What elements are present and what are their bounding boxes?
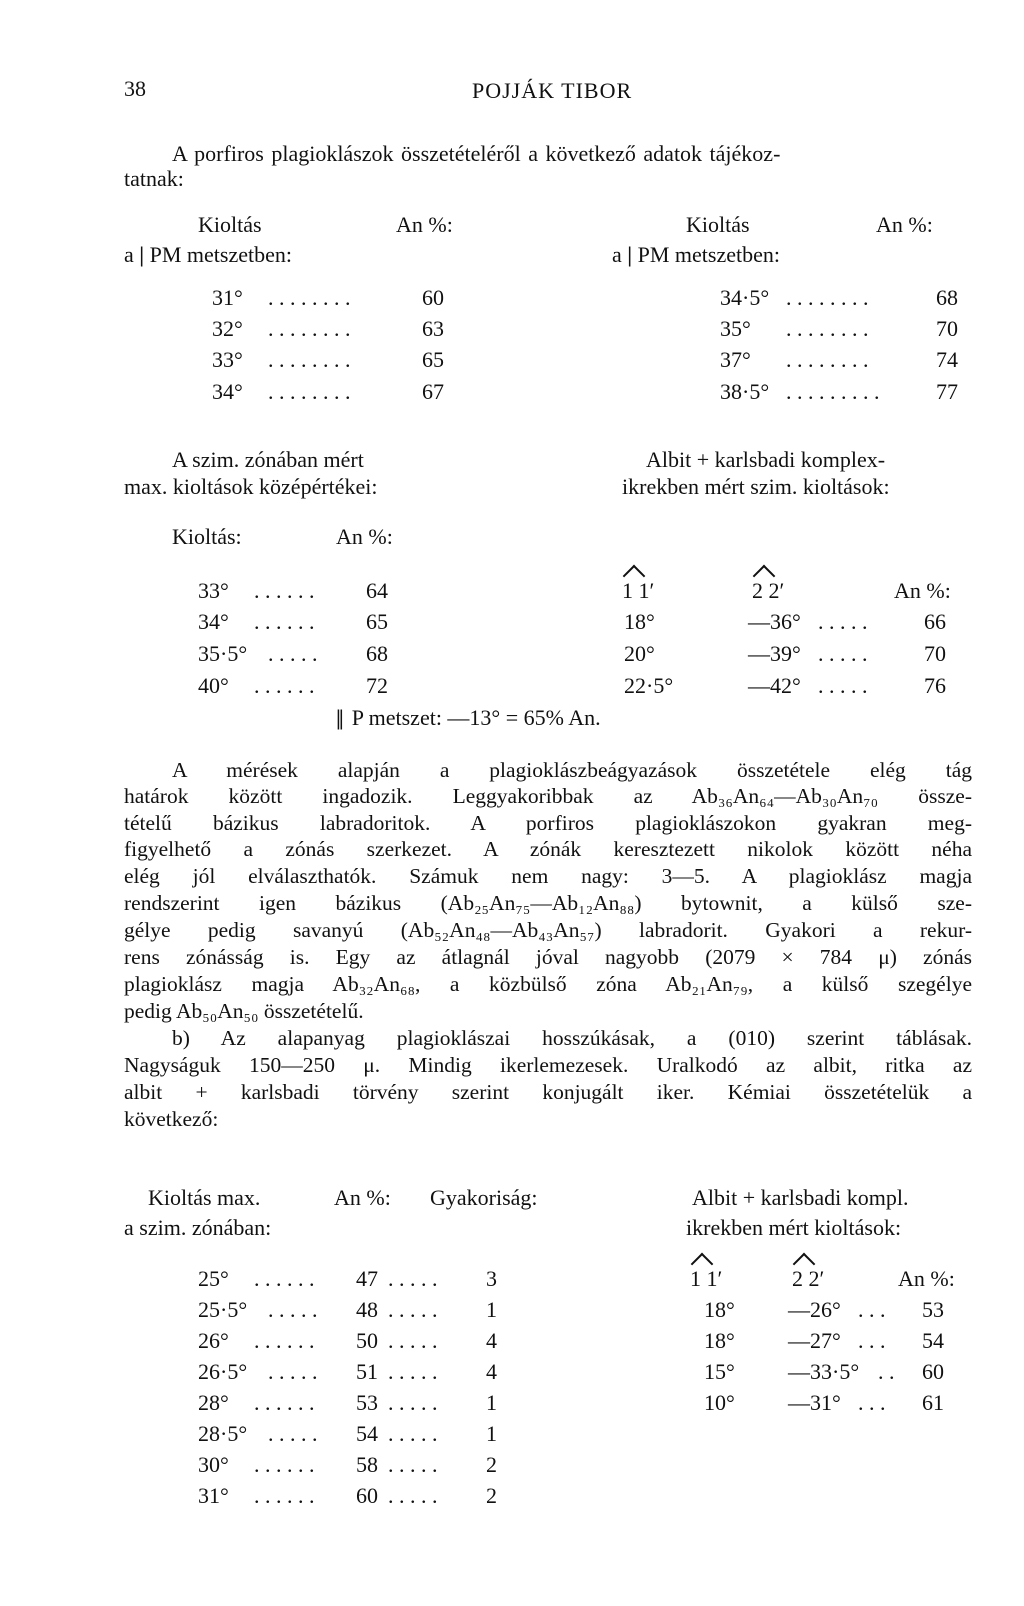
t1r-row-an: 70 (936, 316, 958, 341)
t2r-row-c1: 22·5° (624, 673, 674, 698)
t3-head-an: An %: (334, 1185, 391, 1210)
t3-row-an: 50 (356, 1328, 378, 1353)
t3-row-an: 51 (356, 1359, 378, 1384)
t1l-head-a: a (124, 242, 140, 267)
t1l-head-kioltas: Kioltás (198, 212, 262, 237)
t1r-head-metszet (612, 244, 780, 266)
t3r-row-dots: . . . (858, 1390, 886, 1415)
t2-right-head-1: Albit + karlsbadi komplex- (646, 447, 886, 472)
t3r-row-an: 54 (922, 1328, 944, 1353)
t2-left-head-2: max. kioltások középértékei: (124, 474, 378, 499)
t3-row-an: 48 (356, 1297, 378, 1322)
t2r-row-c1: 18° (624, 609, 655, 634)
angle-2-2prime: 2 2′ (752, 578, 785, 603)
t3-row-an: 58 (356, 1452, 378, 1477)
t2r-row-an: 70 (924, 641, 946, 666)
t2l-row-deg: 35·5° (198, 641, 248, 666)
t3r-row-c1: 15° (704, 1359, 735, 1384)
t3r-row-an: 61 (922, 1390, 944, 1415)
t3-row-gyak: 1 (486, 1390, 497, 1415)
t3r-row-dots: . . . (858, 1297, 886, 1322)
t3r-row-dots: . . (878, 1359, 895, 1384)
t1r-row-an: 68 (936, 285, 958, 310)
t3-row-dots-1: . . . . . (268, 1297, 318, 1322)
t3-row-an: 60 (356, 1483, 378, 1508)
t3r-row-c2: —26° (788, 1297, 841, 1322)
t3-row-dots-1: . . . . . . (254, 1483, 315, 1508)
t3-row-dots-2: . . . . . (388, 1359, 438, 1384)
t1l-row-an: 63 (422, 316, 444, 341)
t2l-row-dots: . . . . . . (254, 673, 315, 698)
para-line: pedig Ab₅₀An₅₀ összetételű. (124, 999, 364, 1023)
t1r-head-an: An %: (876, 212, 933, 237)
t1l-row-deg: 31° (212, 285, 243, 310)
t2-col-an-right: An %: (894, 578, 951, 603)
t1l-row-dots: . . . . . . . . (268, 316, 351, 341)
t3-row-deg: 26·5° (198, 1359, 248, 1384)
t3r-row-c2: —31° (788, 1390, 841, 1415)
parallel-symbol: || (336, 705, 342, 730)
t1r-row-deg: 37° (720, 347, 751, 372)
t3-row-dots-2: . . . . . (388, 1266, 438, 1291)
t2-col-angle-1 (622, 580, 654, 602)
t3-row-deg: 26° (198, 1328, 229, 1353)
t1l-row-dots: . . . . . . . . (268, 285, 351, 310)
t3-row-deg: 25° (198, 1266, 229, 1291)
t2-col-angle-2 (752, 580, 784, 602)
t3-row-dots-2: . . . . . (388, 1483, 438, 1508)
t1r-row-dots: . . . . . . . . (786, 347, 869, 372)
p-metszet-note (336, 707, 601, 729)
t1l-row-deg: 34° (212, 379, 243, 404)
t3-row-deg: 30° (198, 1452, 229, 1477)
para-line: gélye pedig savanyú (Ab₅₂An₄₈—Ab₄₃An₅₇) labradorit. Gyakori a rekur- (124, 918, 972, 942)
t1l-head-pm: PM metszetben: (144, 242, 292, 267)
t3-col-angle-1 (690, 1268, 722, 1290)
t3-row-gyak: 2 (486, 1483, 497, 1508)
t3-row-deg: 25·5° (198, 1297, 248, 1322)
t3-head-gyakorisag: Gyakoriság: (430, 1185, 538, 1210)
t2l-row-deg: 34° (198, 609, 229, 634)
t1r-head-a: a (612, 242, 628, 267)
t1l-head-an: An %: (396, 212, 453, 237)
para-line: plagioklász magja Ab₃₂An₆₈, a közbülső zóna Ab₂₁An₇₉, a külső szegélye (124, 972, 972, 996)
t3-row-dots-2: . . . . . (388, 1297, 438, 1322)
t3-right-head-2: ikrekben mért kioltások: (686, 1215, 902, 1240)
t3r-row-c2: —33·5° (788, 1359, 860, 1384)
para-line: rendszerint igen bázikus (Ab₂₅An₇₅—Ab₁₂An₈₈) bytownit, a külső sze- (124, 891, 972, 915)
perp-symbol: | (627, 242, 633, 267)
t2l-row-deg: 40° (198, 673, 229, 698)
para-line: b) Az alapanyag plagioklászai hosszúkásak, a (010) szerint táblásak. (172, 1026, 972, 1050)
t1r-head-pm: PM metszetben: (632, 242, 780, 267)
t3r-row-an: 60 (922, 1359, 944, 1384)
t2l-row-an: 68 (366, 641, 388, 666)
t1r-row-an: 74 (936, 347, 958, 372)
t3r-row-an: 53 (922, 1297, 944, 1322)
t2r-row-dots: . . . . . (818, 641, 868, 666)
intro-line-1: A porfiros plagioklászok összetételéről a következő adatok tájékoz- (172, 141, 781, 166)
t3-row-deg: 28° (198, 1390, 229, 1415)
t2r-row-c2: —42° (748, 673, 801, 698)
t1r-row-dots: . . . . . . . . (786, 316, 869, 341)
t3r-row-c1: 10° (704, 1390, 735, 1415)
t3-head-kioltas-max: Kioltás max. (148, 1185, 261, 1210)
t2l-row-dots: . . . . . . (254, 578, 315, 603)
t3-row-deg: 31° (198, 1483, 229, 1508)
t3-row-gyak: 2 (486, 1452, 497, 1477)
t3-row-dots-2: . . . . . (388, 1421, 438, 1446)
t2l-row-an: 64 (366, 578, 388, 603)
t1l-row-deg: 33° (212, 347, 243, 372)
t3-row-an: 47 (356, 1266, 378, 1291)
t3-row-gyak: 3 (486, 1266, 497, 1291)
t1l-row-dots: . . . . . . . . (268, 379, 351, 404)
t1l-row-dots: . . . . . . . . (268, 347, 351, 372)
t1r-row-deg: 38·5° (720, 379, 770, 404)
angle-2-2prime: 2 2′ (792, 1266, 825, 1291)
t3-row-dots-2: . . . . . (388, 1390, 438, 1415)
t2-left-head-1: A szim. zónában mért (172, 447, 364, 472)
t2r-row-an: 76 (924, 673, 946, 698)
t3r-row-c1: 18° (704, 1328, 735, 1353)
para-line: következő: (124, 1107, 219, 1131)
t3-row-dots-2: . . . . . (388, 1328, 438, 1353)
t3-head-szim: a szim. zónában: (124, 1215, 272, 1240)
t3-right-head-1: Albit + karlsbadi kompl. (692, 1185, 909, 1210)
t1l-row-an: 67 (422, 379, 444, 404)
t3-col-an-right: An %: (898, 1266, 955, 1291)
t1l-head-metszet (124, 244, 292, 266)
t1r-row-dots: . . . . . . . . . (786, 379, 880, 404)
t3-row-dots-1: . . . . . . (254, 1328, 315, 1353)
t2-col-kioltas: Kioltás: (172, 524, 242, 549)
t2r-row-dots: . . . . . (818, 673, 868, 698)
t3-row-dots-1: . . . . . (268, 1359, 318, 1384)
t2r-row-dots: . . . . . (818, 609, 868, 634)
t2l-row-dots: . . . . . . (254, 609, 315, 634)
t3-row-gyak: 1 (486, 1421, 497, 1446)
t2r-row-c2: —36° (748, 609, 801, 634)
t3-row-dots-1: . . . . . (268, 1421, 318, 1446)
t1r-row-deg: 35° (720, 316, 751, 341)
t3-row-dots-1: . . . . . . (254, 1452, 315, 1477)
t1r-row-deg: 34·5° (720, 285, 770, 310)
t2r-row-c2: —39° (748, 641, 801, 666)
t1l-row-deg: 32° (212, 316, 243, 341)
page-number: 38 (124, 76, 146, 101)
para-line: tételű bázikus labradoritok. A porfiros plagioklászokon gyakran meg- (124, 811, 972, 835)
t1l-row-an: 65 (422, 347, 444, 372)
t3-row-gyak: 4 (486, 1328, 497, 1353)
running-title: POJJÁK TIBOR (472, 78, 633, 103)
t2-col-an: An %: (336, 524, 393, 549)
t3r-row-c2: —27° (788, 1328, 841, 1353)
t2l-row-dots: . . . . . (268, 641, 318, 666)
para-line: rens zónásság is. Egy az átlagnál jóval nagyobb (2079 × 784 μ) zónás (124, 945, 972, 969)
t3-row-gyak: 1 (486, 1297, 497, 1322)
para-line: Nagyságuk 150—250 μ. Mindig ikerlemezesek. Uralkodó az albit, ritka az (124, 1053, 972, 1077)
t3-col-angle-2 (792, 1268, 824, 1290)
perp-symbol: | (139, 242, 145, 267)
t2l-row-deg: 33° (198, 578, 229, 603)
t3-row-gyak: 4 (486, 1359, 497, 1384)
t3r-row-c1: 18° (704, 1297, 735, 1322)
t2l-row-an: 72 (366, 673, 388, 698)
t1r-row-an: 77 (936, 379, 958, 404)
para-line: figyelhető a zónás szerkezet. A zónák keresztezett nikolok között néha (124, 837, 972, 861)
t3-row-dots-2: . . . . . (388, 1452, 438, 1477)
t2-right-head-2: ikrekben mért szim. kioltások: (622, 474, 890, 499)
t2r-row-an: 66 (924, 609, 946, 634)
t3-row-dots-1: . . . . . . (254, 1266, 315, 1291)
para-line: határok között ingadozik. Leggyakoribbak az Ab₃₆An₆₄—Ab₃₀An₇₀ össze- (124, 784, 972, 808)
t1l-row-an: 60 (422, 285, 444, 310)
t3-row-dots-1: . . . . . . (254, 1390, 315, 1415)
para-line: A mérések alapján a plagioklászbeágyazások összetétele elég tág (172, 758, 972, 782)
t2l-row-an: 65 (366, 609, 388, 634)
t2r-row-c1: 20° (624, 641, 655, 666)
intro-line-2: tatnak: (124, 166, 184, 191)
para-line: elég jól elválaszthatók. Számuk nem nagy: 3—5. A plagioklász magja (124, 864, 972, 888)
t3-row-an: 54 (356, 1421, 378, 1446)
t3r-row-dots: . . . (858, 1328, 886, 1353)
angle-1-1prime: 1 1′ (690, 1266, 723, 1291)
angle-1-1prime: 1 1′ (622, 578, 655, 603)
t1r-head-kioltas: Kioltás (686, 212, 750, 237)
t3-row-an: 53 (356, 1390, 378, 1415)
t1r-row-dots: . . . . . . . . (786, 285, 869, 310)
p-metszet-text: P metszet: —13° = 65% An. (351, 705, 601, 730)
para-line: albit + karlsbadi törvény szerint konjugált iker. Kémiai összetételük a (124, 1080, 972, 1104)
t3-row-deg: 28·5° (198, 1421, 248, 1446)
